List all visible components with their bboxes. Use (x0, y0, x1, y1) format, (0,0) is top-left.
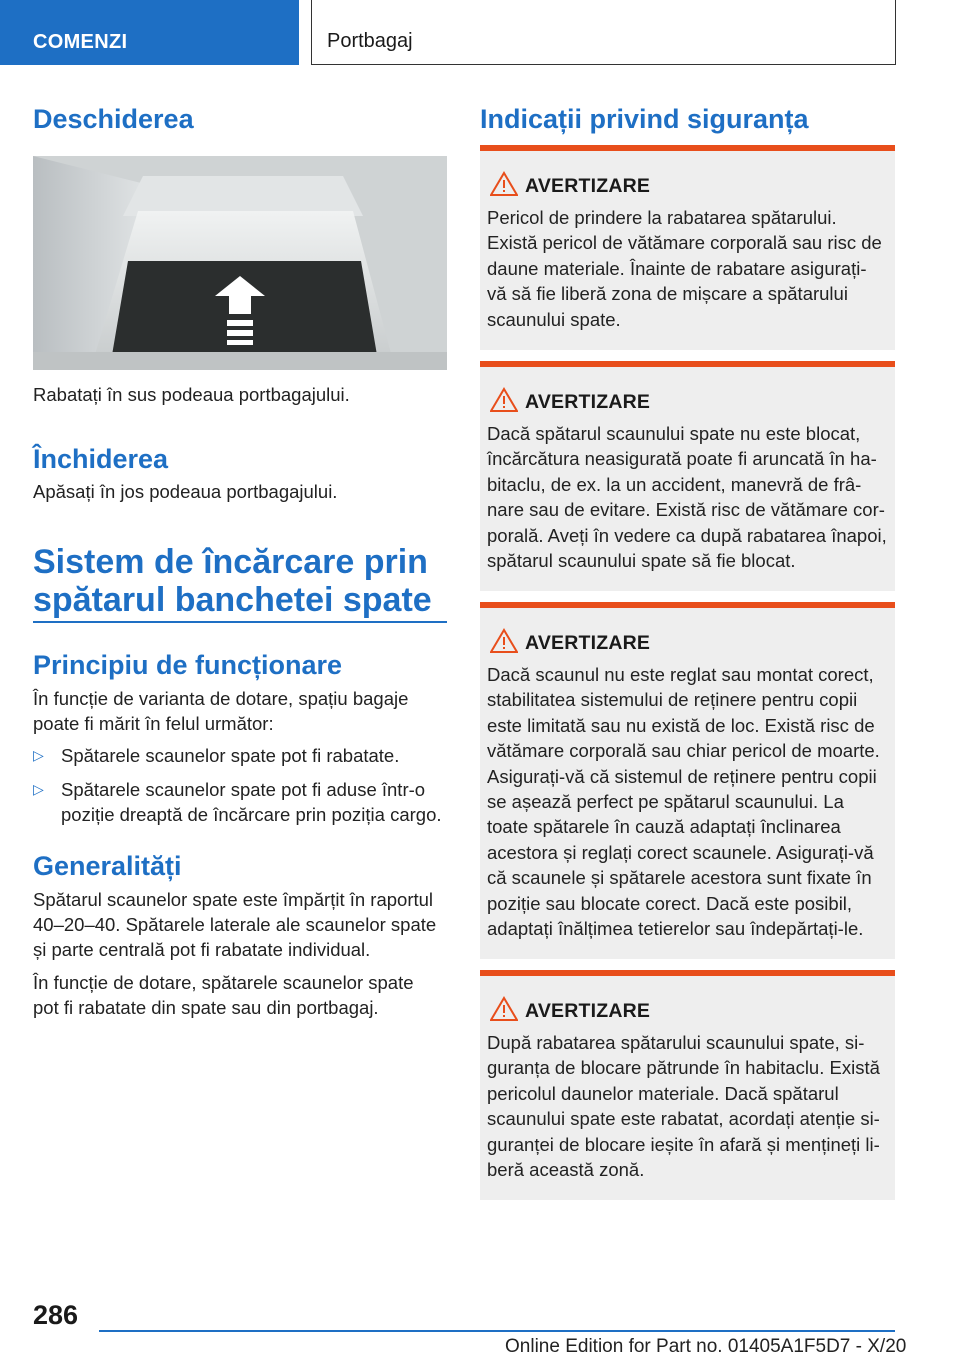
generalitati-p1-line3: și parte centrală pot fi rabatate individual. (33, 939, 371, 960)
warning-box-4 (480, 970, 895, 1200)
warning-title: AVERTIZARE (525, 1000, 651, 1022)
page-number: 286 (33, 1300, 79, 1330)
heading-siguranta: Indicații privind siguranța (480, 104, 809, 134)
warning-box-1 (480, 145, 895, 350)
warning-body: Dacă spătarul scaunului spate nu este blocat, încărcătura neasigurată poate fi aruncată în ha- bitaclu, de ex. la un accident, manevră de frâ- nare sau de evitare. Există risc de vătămare cor- porală. Aveți în vedere ca după rabatarea înapoi, spătarul scaunului spate să fie blocat. (487, 423, 887, 572)
title-underline (33, 621, 447, 623)
heading-deschiderea: Deschiderea (33, 104, 194, 134)
warning-triangle-icon (490, 387, 518, 413)
warning-body: Dacă scaunul nu este reglat sau montat corect, stabilitatea sistemului de reținere pentru copii este limitată sau nu există de loc. Există risc de vătămare corporală sau chiar pericol de moarte. Asigurați-vă că sistemul de reținere pentru copii se așează perfect pe spătarul scaunului. La toate spătarele în cauză adaptați înclinarea acestora și reglați corect scaunele. Asigurați-vă că scaunele și spătarele acestora sunt fixate în poziție sau blocate corect. Dacă este posibil, adaptați înălțimea tetierelor sau îndepărtați-le. (487, 664, 880, 940)
warning-box-2 (480, 361, 895, 591)
footer-edition: Online Edition for Part no. 01405A1F5D7 - X/20 (505, 1336, 907, 1357)
heading-generalitati: Generalități (33, 851, 182, 881)
title-sistem-line1: Sistem de încărcare prin (33, 543, 428, 581)
generalitati-p1-line2: 40–20–40. Spătarele laterale ale scaunelor spate (33, 914, 437, 935)
warning-triangle-icon (490, 171, 518, 197)
warning-body: După rabatarea spătarului scaunului spate, si- guranța de blocare pătrunde în habitaclu. Există pericolul daunelor materiale. Dacă spătarul scaunului spate este rabatat, acordați atenție si- guranței de blocare ieșite în afară și mențineți li- beră această zonă. (487, 1032, 880, 1181)
warning-title: AVERTIZARE (525, 391, 651, 413)
warning-body: Pericol de prindere la rabatarea spătarului. Există pericol de vătămare corporală sau risc de daune materiale. Înainte de rabatare asigurați- vă să fie liberă zona de mișcare a spătarului scaunului spate. (487, 207, 882, 330)
generalitati-p2-line2: pot fi rabatate din spate sau din portbagaj. (33, 997, 379, 1018)
principiu-intro-line1: În funcție de varianta de dotare, spațiu bagaje (33, 688, 409, 709)
heading-inchiderea: Închiderea (33, 444, 169, 474)
caption-deschiderea: Rabatați în sus podeaua portbagajului. (33, 384, 350, 405)
footer-rule (99, 1330, 895, 1332)
generalitati-p1-line1: Spătarul scaunelor spate este împărțit în raportul (33, 889, 434, 910)
warning-title: AVERTIZARE (525, 175, 651, 197)
triangle-bullet-icon: ▷ (33, 747, 44, 763)
warning-triangle-icon (490, 628, 518, 654)
trunk-illustration (33, 156, 447, 370)
title-sistem-line2: spătarul banchetei spate (33, 581, 432, 619)
heading-principiu: Principiu de funcționare (33, 650, 343, 680)
warning-box-3 (480, 602, 895, 959)
trunk-floor-photo (33, 156, 447, 370)
warning-triangle-icon (490, 996, 518, 1022)
warning-title: AVERTIZARE (525, 632, 651, 654)
triangle-bullet-icon: ▷ (33, 781, 44, 797)
section-title: COMENZI (33, 31, 128, 53)
section-tab (0, 0, 299, 65)
text-inchiderea: Apăsați în jos podeaua portbagajului. (33, 481, 338, 502)
chapter-title: Portbagaj (327, 30, 413, 52)
chapter-tab (311, 0, 896, 65)
principiu-intro-line2: poate fi mărit în felul următor: (33, 713, 274, 734)
generalitati-p2-line1: În funcție de dotare, spătarele scaunelor spate (33, 972, 414, 993)
